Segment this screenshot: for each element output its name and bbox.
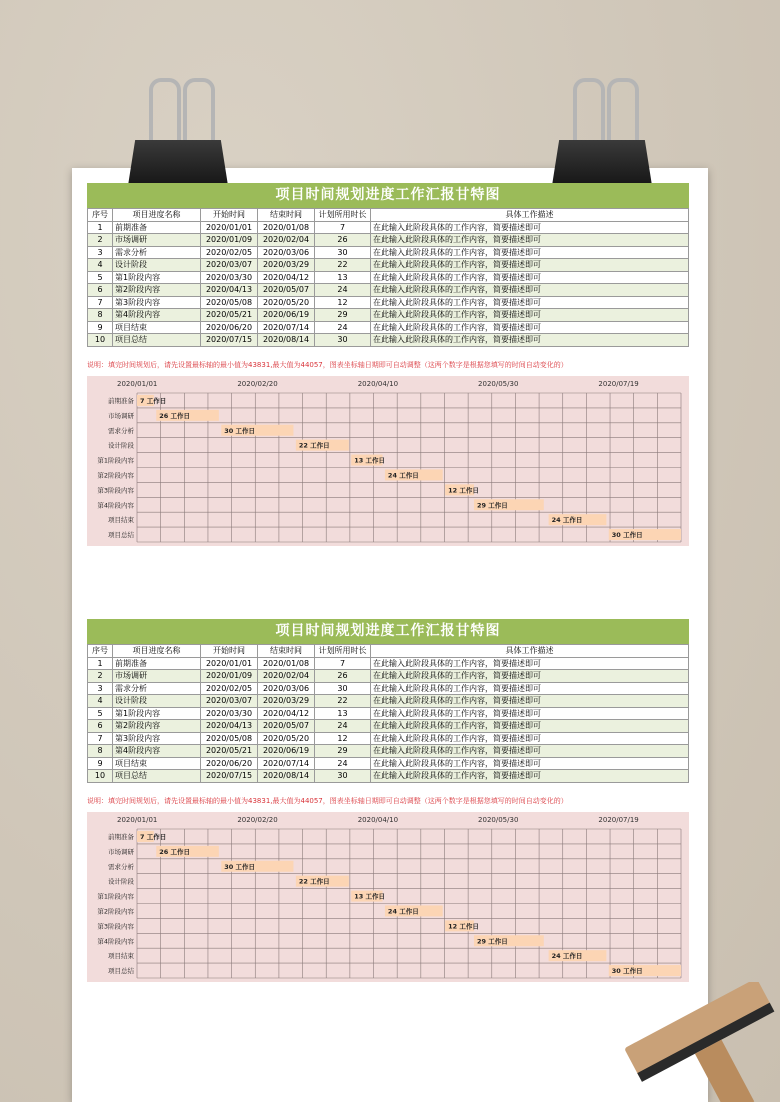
cell-no: 9 [88,757,113,770]
cell-desc: 在此输入此阶段具体的工作内容，简要描述即可 [371,296,689,309]
table-row [88,757,689,770]
cell-name: 第4阶段内容 [113,309,201,322]
x-tick-label: 2020/01/01 [117,815,158,824]
cell-desc: 在此输入此阶段具体的工作内容，简要描述即可 [371,246,689,259]
cell-dur: 13 [315,271,371,284]
cell-no: 2 [88,670,113,683]
instruction-note: 说明：填完时间规划后，请先设置最标轴的最小值为43831,最大值为44057，图表坐标轴日期即可自动调整（这两个数字是根据您填写的时间自动变化的） [87,360,568,369]
column-header: 计划所用时长 [315,645,371,658]
cell-desc: 在此输入此阶段具体的工作内容，简要描述即可 [371,657,689,670]
cell-end: 2020/03/29 [258,695,315,708]
cell-start: 2020/01/01 [201,657,258,670]
schedule-table [87,644,689,783]
cell-dur: 24 [315,321,371,334]
table-row [88,221,689,234]
cell-start: 2020/05/08 [201,732,258,745]
cell-end: 2020/01/08 [258,657,315,670]
cell-start: 2020/05/21 [201,309,258,322]
binder-clip-right [551,78,653,190]
cell-end: 2020/06/19 [258,745,315,758]
category-label: 设计阶段 [108,877,134,886]
table-row [88,732,689,745]
binder-clip-left [127,78,229,190]
cell-dur: 26 [315,234,371,247]
cell-name: 设计阶段 [113,695,201,708]
cell-end: 2020/02/04 [258,234,315,247]
bar-label: 26 工作日 [159,847,191,856]
cell-desc: 在此输入此阶段具体的工作内容，简要描述即可 [371,221,689,234]
report-section-1 [87,183,689,546]
category-label: 设计阶段 [108,441,134,450]
bar-label: 7 工作日 [140,396,167,405]
cell-start: 2020/01/01 [201,221,258,234]
category-label: 前期准备 [108,832,134,841]
cell-dur: 12 [315,732,371,745]
sheet-title: 项目时间规划进度工作汇报甘特图 [87,619,689,644]
cell-name: 第2阶段内容 [113,720,201,733]
bar-label: 30 工作日 [224,862,256,871]
bar-label: 12 工作日 [448,485,479,494]
category-label: 第4阶段内容 [97,936,134,945]
cell-end: 2020/07/14 [258,321,315,334]
cell-dur: 26 [315,670,371,683]
cell-start: 2020/01/09 [201,234,258,247]
cell-start: 2020/03/07 [201,695,258,708]
cell-end: 2020/05/07 [258,720,315,733]
cell-no: 7 [88,296,113,309]
x-tick-label: 2020/07/19 [598,379,639,388]
category-label: 项目结束 [108,951,134,960]
cell-no: 8 [88,745,113,758]
x-tick-label: 2020/04/10 [357,379,399,388]
table-row [88,234,689,247]
cell-start: 2020/04/13 [201,284,258,297]
cell-name: 前期准备 [113,221,201,234]
cell-end: 2020/03/06 [258,246,315,259]
cell-name: 项目结束 [113,757,201,770]
bar-label: 22 工作日 [298,877,330,886]
x-tick-label: 2020/05/30 [478,379,519,388]
cell-dur: 7 [315,221,371,234]
table-row [88,745,689,758]
cell-dur: 30 [315,682,371,695]
cell-end: 2020/03/29 [258,259,315,272]
cell-no: 6 [88,720,113,733]
cell-dur: 30 [315,246,371,259]
cell-name: 第3阶段内容 [113,296,201,309]
table-row [88,657,689,670]
table-row [88,695,689,708]
cell-desc: 在此输入此阶段具体的工作内容，简要描述即可 [371,707,689,720]
table-row [88,682,689,695]
category-label: 第3阶段内容 [97,485,134,494]
cell-no: 3 [88,246,113,259]
cell-dur: 22 [315,695,371,708]
column-header: 开始时间 [201,209,258,222]
cell-dur: 12 [315,296,371,309]
cell-dur: 29 [315,745,371,758]
bar-label: 30 工作日 [224,426,256,435]
gantt-chart [87,376,689,546]
cell-dur: 7 [315,657,371,670]
cell-name: 设计阶段 [113,259,201,272]
cell-no: 4 [88,695,113,708]
cell-end: 2020/01/08 [258,221,315,234]
cell-name: 前期准备 [113,657,201,670]
cell-no: 8 [88,309,113,322]
category-label: 需求分析 [108,426,134,435]
bar-label: 24 工作日 [551,515,583,524]
column-header: 序号 [88,645,113,658]
bar-label: 30 工作日 [611,530,643,539]
cell-name: 市场调研 [113,234,201,247]
sheet-title: 项目时间规划进度工作汇报甘特图 [87,183,689,208]
cell-end: 2020/05/07 [258,284,315,297]
cell-end: 2020/04/12 [258,271,315,284]
cell-desc: 在此输入此阶段具体的工作内容，简要描述即可 [371,682,689,695]
cell-desc: 在此输入此阶段具体的工作内容，简要描述即可 [371,757,689,770]
cell-name: 第1阶段内容 [113,271,201,284]
bar-label: 24 工作日 [387,470,419,479]
cell-no: 1 [88,221,113,234]
category-label: 第4阶段内容 [97,500,134,509]
gantt-chart [87,812,689,982]
cell-start: 2020/02/05 [201,682,258,695]
bar-label: 7 工作日 [140,832,167,841]
cell-name: 市场调研 [113,670,201,683]
cell-desc: 在此输入此阶段具体的工作内容，简要描述即可 [371,695,689,708]
table-row [88,707,689,720]
cell-no: 7 [88,732,113,745]
cell-no: 3 [88,682,113,695]
bar-label: 12 工作日 [448,921,479,930]
table-row [88,284,689,297]
cell-end: 2020/02/04 [258,670,315,683]
cell-start: 2020/04/13 [201,720,258,733]
cell-start: 2020/07/15 [201,334,258,347]
category-label: 项目总结 [108,530,134,539]
cell-dur: 30 [315,334,371,347]
cell-no: 5 [88,271,113,284]
bar-label: 13 工作日 [354,456,386,465]
x-tick-label: 2020/02/20 [237,815,278,824]
cell-end: 2020/08/14 [258,334,315,347]
table-row [88,334,689,347]
wooden-stamp-decoration [540,982,780,1102]
bar-label: 30 工作日 [611,966,643,975]
cell-end: 2020/05/20 [258,732,315,745]
bar-label: 22 工作日 [298,441,330,450]
cell-end: 2020/03/06 [258,682,315,695]
cell-no: 4 [88,259,113,272]
column-header: 结束时间 [258,645,315,658]
cell-dur: 24 [315,757,371,770]
column-header: 序号 [88,209,113,222]
cell-no: 10 [88,770,113,783]
x-tick-label: 2020/01/01 [117,379,158,388]
column-header: 开始时间 [201,645,258,658]
cell-desc: 在此输入此阶段具体的工作内容，简要描述即可 [371,284,689,297]
cell-start: 2020/05/21 [201,745,258,758]
category-label: 市场调研 [108,847,134,856]
instruction-note: 说明：填完时间规划后，请先设置最标轴的最小值为43831,最大值为44057，图表坐标轴日期即可自动调整（这两个数字是根据您填写的时间自动变化的） [87,796,568,805]
cell-desc: 在此输入此阶段具体的工作内容，简要描述即可 [371,670,689,683]
cell-start: 2020/07/15 [201,770,258,783]
cell-no: 9 [88,321,113,334]
cell-name: 第3阶段内容 [113,732,201,745]
x-tick-label: 2020/05/30 [478,815,519,824]
cell-start: 2020/03/07 [201,259,258,272]
cell-no: 1 [88,657,113,670]
cell-desc: 在此输入此阶段具体的工作内容，简要描述即可 [371,259,689,272]
cell-start: 2020/01/09 [201,670,258,683]
cell-desc: 在此输入此阶段具体的工作内容，简要描述即可 [371,745,689,758]
cell-name: 需求分析 [113,682,201,695]
table-row [88,271,689,284]
x-tick-label: 2020/07/19 [598,815,639,824]
cell-dur: 13 [315,707,371,720]
category-label: 第2阶段内容 [97,470,134,479]
column-header: 结束时间 [258,209,315,222]
bar-label: 13 工作日 [354,892,386,901]
cell-end: 2020/06/19 [258,309,315,322]
column-header: 项目进度名称 [113,645,201,658]
category-label: 项目结束 [108,515,134,524]
cell-no: 10 [88,334,113,347]
bar-label: 29 工作日 [476,500,508,509]
bar-label: 26 工作日 [159,411,191,420]
cell-desc: 在此输入此阶段具体的工作内容，简要描述即可 [371,309,689,322]
cell-end: 2020/07/14 [258,757,315,770]
cell-name: 需求分析 [113,246,201,259]
x-tick-label: 2020/02/20 [237,379,278,388]
x-tick-label: 2020/04/10 [357,815,399,824]
column-header: 项目进度名称 [113,209,201,222]
category-label: 第1阶段内容 [97,456,134,465]
cell-desc: 在此输入此阶段具体的工作内容，简要描述即可 [371,334,689,347]
table-row [88,246,689,259]
category-label: 需求分析 [108,862,134,871]
cell-name: 项目总结 [113,770,201,783]
cell-start: 2020/06/20 [201,757,258,770]
cell-desc: 在此输入此阶段具体的工作内容，简要描述即可 [371,271,689,284]
table-row [88,259,689,272]
cell-start: 2020/03/30 [201,707,258,720]
column-header: 具体工作描述 [371,645,689,658]
cell-desc: 在此输入此阶段具体的工作内容，简要描述即可 [371,321,689,334]
cell-dur: 22 [315,259,371,272]
cell-name: 第2阶段内容 [113,284,201,297]
cell-desc: 在此输入此阶段具体的工作内容，简要描述即可 [371,770,689,783]
cell-start: 2020/02/05 [201,246,258,259]
cell-name: 项目结束 [113,321,201,334]
table-row [88,296,689,309]
bar-label: 29 工作日 [476,936,508,945]
cell-desc: 在此输入此阶段具体的工作内容，简要描述即可 [371,234,689,247]
cell-desc: 在此输入此阶段具体的工作内容，简要描述即可 [371,732,689,745]
cell-name: 第4阶段内容 [113,745,201,758]
cell-dur: 29 [315,309,371,322]
category-label: 前期准备 [108,396,134,405]
cell-start: 2020/06/20 [201,321,258,334]
cell-no: 5 [88,707,113,720]
cell-end: 2020/08/14 [258,770,315,783]
cell-no: 6 [88,284,113,297]
category-label: 项目总结 [108,966,134,975]
category-label: 第1阶段内容 [97,892,134,901]
table-row [88,309,689,322]
cell-dur: 30 [315,770,371,783]
cell-end: 2020/05/20 [258,296,315,309]
table-row [88,770,689,783]
cell-no: 2 [88,234,113,247]
bar-label: 24 工作日 [387,906,419,915]
category-label: 第2阶段内容 [97,906,134,915]
bar-label: 24 工作日 [551,951,583,960]
report-section-2 [87,619,689,982]
cell-dur: 24 [315,284,371,297]
cell-name: 第1阶段内容 [113,707,201,720]
table-row [88,720,689,733]
column-header: 计划所用时长 [315,209,371,222]
column-header: 具体工作描述 [371,209,689,222]
cell-name: 项目总结 [113,334,201,347]
table-row [88,670,689,683]
cell-start: 2020/03/30 [201,271,258,284]
cell-end: 2020/04/12 [258,707,315,720]
category-label: 第3阶段内容 [97,921,134,930]
cell-dur: 24 [315,720,371,733]
schedule-table [87,208,689,347]
cell-desc: 在此输入此阶段具体的工作内容，简要描述即可 [371,720,689,733]
category-label: 市场调研 [108,411,134,420]
table-row [88,321,689,334]
cell-start: 2020/05/08 [201,296,258,309]
